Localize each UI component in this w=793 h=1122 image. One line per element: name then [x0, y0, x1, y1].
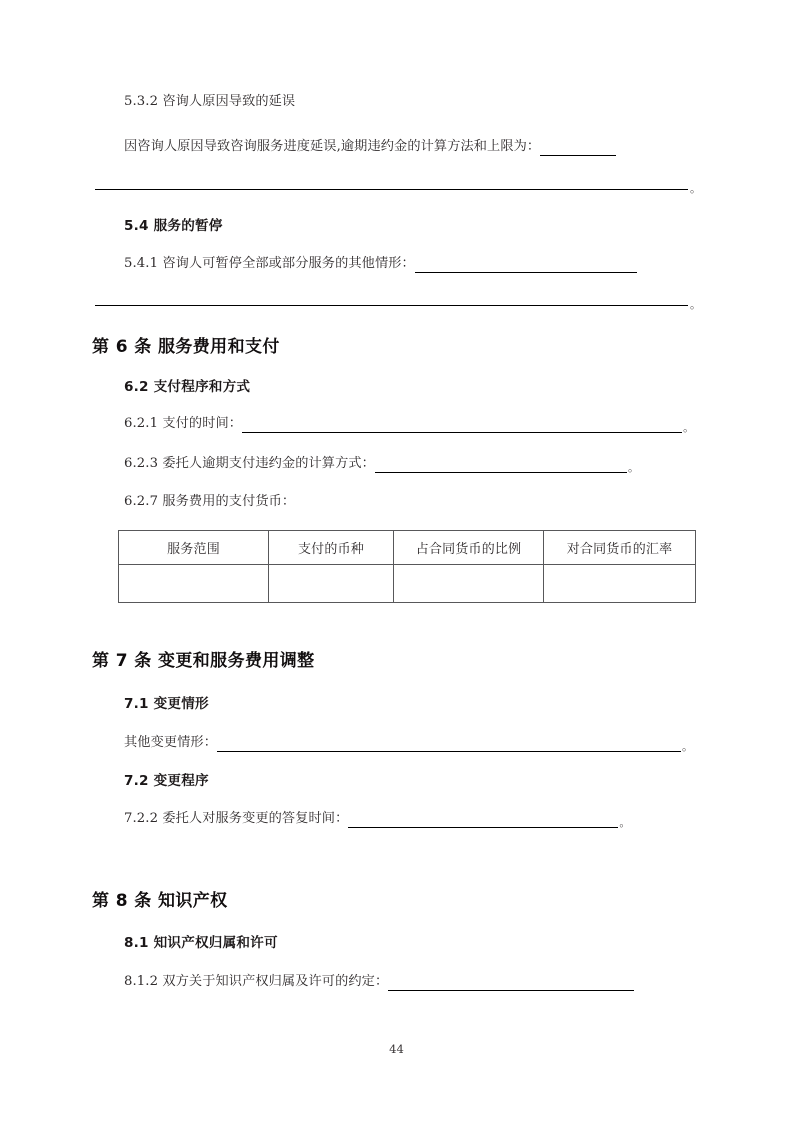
clause-5-4-subheading: 5.4 服务的暂停	[124, 218, 223, 234]
clause-6-2-1-label: 6.2.1 支付的时间：	[124, 416, 243, 431]
clause-7-2-2-row	[124, 810, 630, 828]
clause-5-3-2-heading: 5.3.2 咨询人原因导致的延误	[124, 94, 296, 109]
clause-7-1-row	[124, 734, 693, 752]
clause-6-2-subheading: 6.2 支付程序和方式	[124, 379, 251, 395]
clause-7-1-period: 。	[682, 740, 694, 753]
clause-5-3-2-fill-rule[interactable]	[540, 141, 616, 156]
table-cell[interactable]	[119, 565, 269, 603]
clause-6-2-1-period: 。	[683, 421, 695, 434]
clause-7-1-subheading: 7.1 变更情形	[124, 696, 209, 712]
clause-6-2-1-row	[124, 415, 694, 433]
table-cell[interactable]	[544, 565, 696, 603]
table-row	[119, 565, 696, 603]
clause-7-2-2-period: 。	[619, 816, 631, 829]
clause-6-2-3-row	[124, 455, 639, 473]
clause-5-4-1-fill-rule[interactable]	[415, 258, 637, 273]
clause-7-1-label: 其他变更情形：	[124, 735, 218, 750]
clause-5-4-1-label: 5.4.1 咨询人可暂停全部或部分服务的其他情形：	[124, 256, 415, 271]
table-header-cell-0: 服务范围	[119, 531, 269, 565]
clause-8-1-subheading: 8.1 知识产权归属和许可	[124, 935, 278, 951]
clause-5-3-2-body-row	[124, 138, 616, 156]
clause-5-3-2-period: 。	[690, 182, 701, 195]
clause-6-2-7-label: 6.2.7 服务费用的支付货币：	[124, 494, 296, 509]
clause-6-2-3-fill-rule[interactable]	[375, 458, 627, 473]
clause-6-2-3-label: 6.2.3 委托人逾期支付违约金的计算方式：	[124, 456, 375, 471]
clause-6-2-1-fill-rule[interactable]	[242, 418, 682, 433]
table-header-cell-2: 占合同货币的比例	[394, 531, 544, 565]
article-6-heading: 第 6 条 服务费用和支付	[92, 337, 280, 357]
table-cell[interactable]	[269, 565, 394, 603]
clause-5-4-1-row	[124, 255, 637, 273]
clause-5-3-2-fill-rule-continued[interactable]	[95, 189, 688, 190]
clause-5-4-1-fill-rule-continued[interactable]	[95, 305, 688, 306]
table-header-row	[119, 531, 696, 565]
clause-8-1-2-fill-rule[interactable]	[388, 976, 634, 991]
table-header-cell-3: 对合同货币的汇率	[544, 531, 696, 565]
clause-8-1-2-row	[124, 973, 634, 991]
table-cell[interactable]	[394, 565, 544, 603]
clause-7-2-subheading: 7.2 变更程序	[124, 773, 209, 789]
clause-7-1-fill-rule[interactable]	[217, 737, 681, 752]
clause-5-4-1-period: 。	[690, 298, 701, 311]
payment-currency-table	[118, 530, 696, 603]
page-number: 44	[389, 1042, 404, 1056]
clause-7-2-2-label: 7.2.2 委托人对服务变更的答复时间：	[124, 811, 349, 826]
clause-6-2-3-period: 。	[627, 461, 639, 474]
article-7-heading: 第 7 条 变更和服务费用调整	[92, 651, 315, 671]
clause-8-1-2-label: 8.1.2 双方关于知识产权归属及许可的约定：	[124, 974, 389, 989]
clause-7-2-2-fill-rule[interactable]	[348, 813, 618, 828]
clause-5-3-2-body-label: 因咨询人原因导致咨询服务进度延误,逾期违约金的计算方法和上限为：	[124, 139, 541, 154]
table-header-cell-1: 支付的币种	[269, 531, 394, 565]
article-8-heading: 第 8 条 知识产权	[92, 891, 228, 911]
